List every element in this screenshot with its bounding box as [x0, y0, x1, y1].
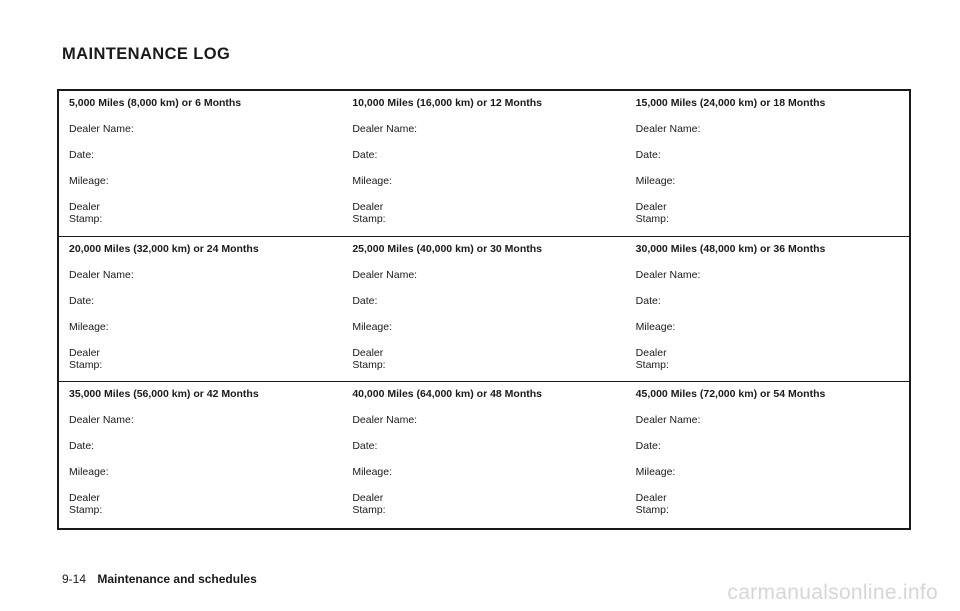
- dealer-stamp-line2: Stamp:: [352, 358, 386, 371]
- log-entry: [342, 91, 625, 237]
- log-entry: [626, 237, 909, 383]
- dealer-stamp-line1: Dealer: [635, 492, 667, 505]
- date-label: Date:: [352, 149, 378, 161]
- dealer-stamp-line2: Stamp:: [635, 504, 669, 517]
- dealer-stamp-label: [636, 201, 899, 225]
- dealer-stamp-line1: Dealer: [69, 201, 100, 213]
- log-entry: [59, 237, 342, 383]
- dealer-stamp-line1: Dealer: [635, 201, 667, 213]
- log-entry: [626, 91, 909, 237]
- watermark: carmanualsonline.info: [727, 581, 938, 604]
- maintenance-log-table: [57, 89, 911, 530]
- dealer-stamp-label: [636, 492, 899, 516]
- interval-heading: 35,000 Miles (56,000 km) or 42 Months: [69, 388, 259, 401]
- dealer-name-label: Dealer Name:: [635, 268, 701, 281]
- dealer-name-label: Dealer Name:: [352, 268, 418, 281]
- date-label: Date:: [352, 294, 378, 307]
- dealer-stamp-label: [352, 201, 615, 225]
- dealer-name-label: Dealer Name:: [69, 268, 134, 281]
- dealer-stamp-line2: Stamp:: [352, 213, 386, 225]
- page-title: MAINTENANCE LOG: [62, 45, 231, 63]
- dealer-stamp-line1: Dealer: [69, 492, 100, 505]
- mileage-label: Mileage:: [635, 466, 676, 479]
- log-entry: [59, 382, 342, 528]
- dealer-stamp-line2: Stamp:: [635, 358, 669, 371]
- mileage-label: Mileage:: [69, 320, 109, 333]
- dealer-stamp-label: [69, 347, 332, 371]
- dealer-name-label: Dealer Name:: [635, 123, 701, 135]
- interval-heading: 15,000 Miles (24,000 km) or 18 Months: [635, 97, 826, 109]
- dealer-stamp-line2: Stamp:: [69, 213, 103, 225]
- dealer-name-label: Dealer Name:: [352, 123, 418, 135]
- interval-heading: 10,000 Miles (16,000 km) or 12 Months: [352, 97, 542, 109]
- mileage-label: Mileage:: [69, 466, 109, 479]
- dealer-stamp-label: [352, 347, 615, 371]
- log-entry: [59, 91, 342, 237]
- date-label: Date:: [635, 440, 661, 453]
- dealer-stamp-line1: Dealer: [69, 346, 100, 359]
- mileage-label: Mileage:: [352, 320, 393, 333]
- interval-heading: 25,000 Miles (40,000 km) or 30 Months: [352, 242, 542, 255]
- interval-heading: 45,000 Miles (72,000 km) or 54 Months: [635, 388, 826, 401]
- dealer-name-label: Dealer Name:: [635, 414, 701, 427]
- log-entry: [342, 237, 625, 383]
- dealer-name-label: Dealer Name:: [69, 123, 134, 135]
- dealer-stamp-line2: Stamp:: [635, 213, 669, 225]
- dealer-stamp-label: [69, 201, 332, 225]
- interval-heading: 40,000 Miles (64,000 km) or 48 Months: [352, 388, 542, 401]
- interval-heading: 20,000 Miles (32,000 km) or 24 Months: [69, 242, 259, 255]
- date-label: Date:: [69, 149, 95, 161]
- dealer-stamp-label: [636, 347, 899, 371]
- mileage-label: Mileage:: [352, 466, 393, 479]
- date-label: Date:: [352, 440, 378, 453]
- dealer-stamp-line2: Stamp:: [352, 504, 386, 517]
- section-name: Maintenance and schedules: [97, 572, 257, 586]
- dealer-stamp-line1: Dealer: [635, 346, 667, 359]
- mileage-label: Mileage:: [69, 175, 109, 187]
- dealer-name-label: Dealer Name:: [352, 414, 418, 427]
- mileage-label: Mileage:: [352, 175, 393, 187]
- interval-heading: 5,000 Miles (8,000 km) or 6 Months: [69, 97, 242, 109]
- log-entry: [342, 382, 625, 528]
- dealer-stamp-line1: Dealer: [352, 492, 384, 505]
- dealer-stamp-label: [69, 492, 332, 516]
- date-label: Date:: [635, 294, 661, 307]
- dealer-stamp-line2: Stamp:: [69, 358, 103, 371]
- log-entry: [626, 382, 909, 528]
- page-footer: [62, 572, 257, 586]
- dealer-stamp-line1: Dealer: [352, 201, 384, 213]
- date-label: Date:: [69, 294, 95, 307]
- dealer-name-label: Dealer Name:: [69, 414, 134, 427]
- mileage-label: Mileage:: [635, 320, 676, 333]
- date-label: Date:: [635, 149, 661, 161]
- mileage-label: Mileage:: [635, 175, 676, 187]
- interval-heading: 30,000 Miles (48,000 km) or 36 Months: [635, 242, 826, 255]
- dealer-stamp-line2: Stamp:: [69, 504, 103, 517]
- dealer-stamp-label: [352, 492, 615, 516]
- dealer-stamp-line1: Dealer: [352, 346, 384, 359]
- date-label: Date:: [69, 440, 95, 453]
- page-number: 9-14: [62, 572, 87, 586]
